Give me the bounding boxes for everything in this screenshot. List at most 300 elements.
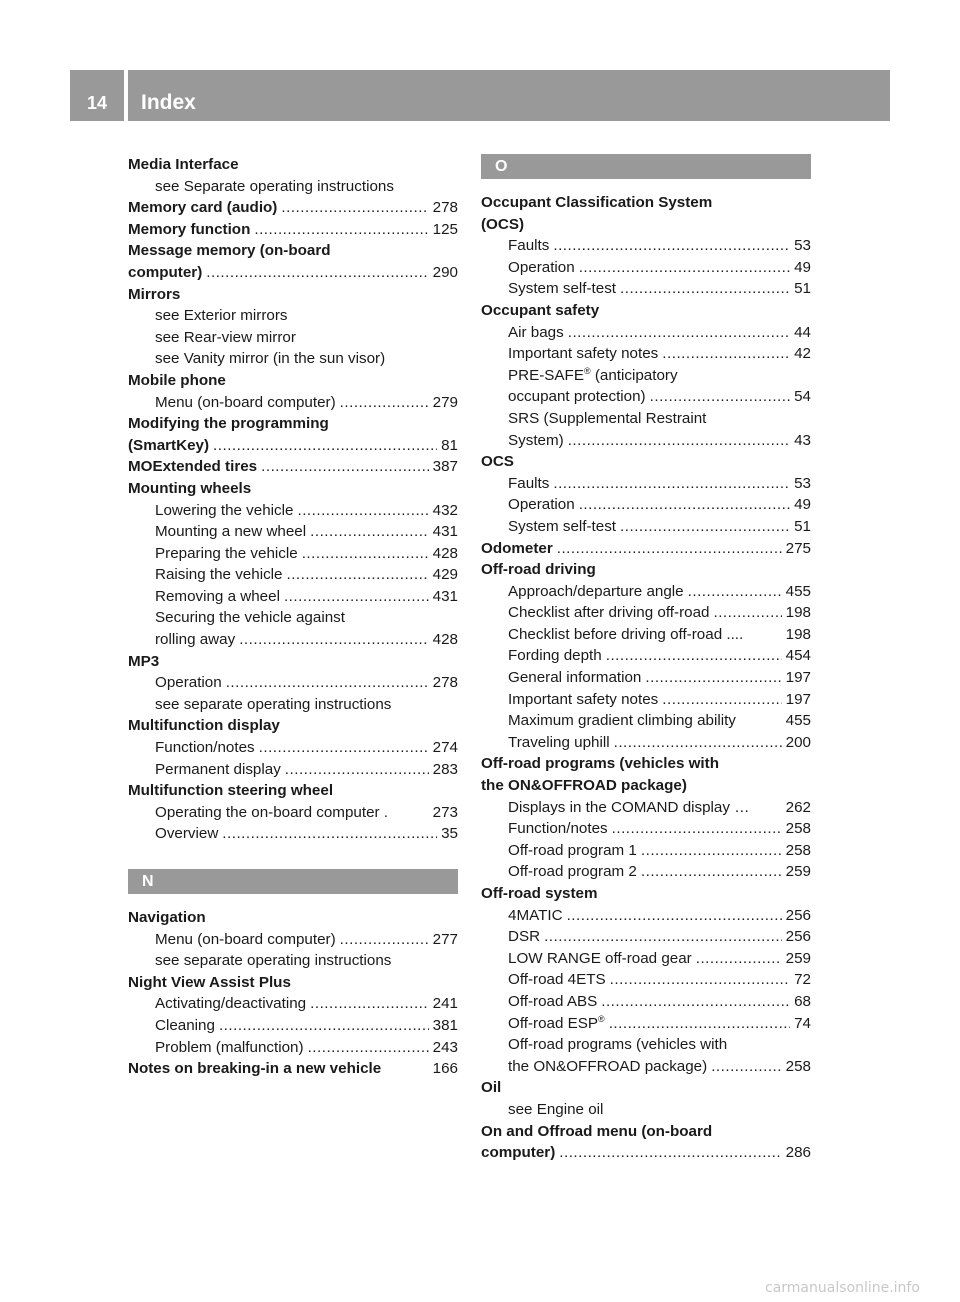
page-ref: 256 bbox=[785, 928, 811, 946]
leader-dots bbox=[753, 797, 781, 819]
index-subentry bbox=[481, 257, 811, 279]
index-entry bbox=[128, 972, 458, 994]
entry-text: Important safety notes bbox=[508, 690, 659, 708]
entry-text: Menu (on-board computer) bbox=[155, 393, 336, 411]
entry-text: DSR bbox=[508, 928, 541, 946]
page-ref: 381 bbox=[432, 1016, 458, 1034]
index-entry bbox=[481, 775, 811, 797]
index-entry bbox=[481, 1121, 811, 1143]
entry-text: Cleaning bbox=[155, 1016, 215, 1034]
leader-dots bbox=[620, 516, 790, 538]
index-subentry bbox=[481, 732, 811, 754]
entry-text: Off-road programs (vehicles with bbox=[508, 1036, 728, 1054]
page-ref: 290 bbox=[432, 263, 458, 281]
index-subentry bbox=[128, 543, 458, 565]
entry-text: Occupant safety bbox=[481, 301, 600, 319]
entry-text: Checklist before driving off-road .... bbox=[508, 625, 744, 643]
index-entry bbox=[481, 451, 811, 473]
leader-dots bbox=[239, 629, 428, 651]
page-ref: 53 bbox=[794, 237, 811, 255]
page-ref: 277 bbox=[432, 930, 458, 948]
entry-text: Media Interface bbox=[128, 156, 239, 173]
entry-text: occupant protection) bbox=[508, 388, 646, 406]
index-subentry bbox=[481, 1056, 811, 1078]
page-ref: 68 bbox=[794, 992, 811, 1010]
entry-text: Displays in the COMAND display … bbox=[508, 798, 750, 816]
leader-dots bbox=[662, 343, 790, 365]
index-subentry bbox=[128, 392, 458, 414]
leader-dots bbox=[163, 651, 454, 673]
entry-text: see separate operating instructions bbox=[155, 952, 392, 970]
index-subentry bbox=[481, 516, 811, 538]
section-letter-o: O bbox=[481, 154, 811, 179]
watermark: carmanualsonline.info bbox=[765, 1280, 920, 1296]
leader-dots bbox=[349, 607, 454, 629]
index-entry bbox=[481, 883, 811, 905]
index-subentry bbox=[128, 737, 458, 759]
entry-text: Memory card (audio) bbox=[128, 199, 278, 217]
entry-text: Off-road driving bbox=[481, 561, 596, 579]
page-ref: 51 bbox=[794, 280, 811, 298]
leader-dots bbox=[682, 365, 807, 387]
page-ref: 259 bbox=[785, 949, 811, 967]
entry-text: (SmartKey) bbox=[128, 436, 210, 454]
entry-text: Navigation bbox=[128, 909, 206, 926]
leader-dots bbox=[395, 694, 454, 716]
entry-text: Multifunction steering wheel bbox=[128, 782, 334, 800]
page-ref: 259 bbox=[785, 863, 811, 881]
page-ref: 432 bbox=[432, 501, 458, 519]
index-subentry bbox=[128, 694, 458, 716]
entry-text: PRE-SAFE® (anticipatory bbox=[508, 365, 678, 384]
index-entry bbox=[128, 197, 458, 219]
leader-dots bbox=[740, 710, 782, 732]
entry-text: Memory function bbox=[128, 220, 251, 238]
index-entry bbox=[481, 1077, 811, 1099]
entry-text: Mounting a new wheel bbox=[155, 523, 307, 541]
leader-dots bbox=[230, 370, 454, 392]
index-subentry bbox=[128, 1037, 458, 1059]
index-subentry bbox=[128, 802, 458, 824]
index-subentry bbox=[481, 494, 811, 516]
page-ref: 431 bbox=[432, 587, 458, 605]
index-subentry bbox=[481, 473, 811, 495]
page-ref: 241 bbox=[432, 995, 458, 1013]
page-ref: 455 bbox=[785, 712, 811, 730]
entry-text: Menu (on-board computer) bbox=[155, 930, 336, 948]
entry-text: Checklist after driving off-road bbox=[508, 604, 710, 622]
leader-dots bbox=[308, 1037, 429, 1059]
leader-dots bbox=[392, 802, 429, 824]
entry-text: Function/notes bbox=[155, 739, 255, 757]
leader-dots bbox=[544, 926, 782, 948]
leader-dots bbox=[553, 235, 790, 257]
index-subentry bbox=[481, 797, 811, 819]
index-subentry bbox=[481, 602, 811, 624]
entry-text: Notes on breaking-in a new vehicle bbox=[128, 1060, 382, 1078]
index-entry bbox=[481, 753, 811, 775]
leader-dots bbox=[184, 284, 454, 306]
index-subentry bbox=[481, 365, 811, 387]
leader-dots bbox=[747, 624, 781, 646]
leader-dots bbox=[713, 602, 781, 624]
leader-dots bbox=[398, 176, 454, 198]
index-entry bbox=[128, 370, 458, 392]
entry-text: System self-test bbox=[508, 280, 617, 298]
index-entry bbox=[128, 240, 458, 262]
entry-text: Mirrors bbox=[128, 285, 181, 303]
index-subentry bbox=[128, 950, 458, 972]
entry-text: System self-test bbox=[508, 517, 617, 535]
entry-text: MP3 bbox=[128, 652, 160, 670]
header-separator bbox=[124, 70, 128, 121]
leader-dots bbox=[716, 192, 807, 214]
index-entry bbox=[128, 435, 458, 457]
entry-text: SRS (Supplemental Restraint bbox=[508, 409, 707, 427]
leader-dots bbox=[295, 972, 454, 994]
leader-dots bbox=[518, 451, 807, 473]
index-entry bbox=[128, 154, 458, 176]
leader-dots bbox=[284, 715, 454, 737]
page-ref: 454 bbox=[785, 647, 811, 665]
leader-dots bbox=[340, 929, 429, 951]
entry-text: Mounting wheels bbox=[128, 479, 252, 497]
leader-dots bbox=[337, 780, 454, 802]
leader-dots bbox=[557, 538, 782, 560]
index-subentry bbox=[128, 500, 458, 522]
entry-text: see Separate operating instructions bbox=[155, 177, 394, 195]
page-ref: 431 bbox=[432, 523, 458, 541]
entry-text: Raising the vehicle bbox=[155, 566, 283, 584]
page-ref: 262 bbox=[785, 798, 811, 816]
leader-dots bbox=[310, 993, 429, 1015]
entry-text: Night View Assist Plus bbox=[128, 973, 291, 991]
page-ref: 74 bbox=[794, 1014, 811, 1032]
entry-text: Message memory (on-board bbox=[128, 242, 331, 260]
entry-text: Faults bbox=[508, 474, 550, 492]
entry-text: Important safety notes bbox=[508, 345, 659, 363]
index-subentry bbox=[128, 348, 458, 370]
page-ref: 455 bbox=[785, 582, 811, 600]
index-subentry bbox=[128, 305, 458, 327]
leader-dots bbox=[206, 262, 428, 284]
leader-dots bbox=[310, 521, 429, 543]
leader-dots bbox=[716, 1121, 807, 1143]
index-subentry bbox=[128, 929, 458, 951]
entry-text: Maximum gradient climbing ability bbox=[508, 712, 736, 730]
index-subentry bbox=[481, 861, 811, 883]
leader-dots bbox=[285, 759, 429, 781]
index-subentry bbox=[481, 322, 811, 344]
entry-text: Operating the on-board computer . bbox=[155, 803, 389, 821]
leader-dots bbox=[731, 1034, 807, 1056]
entry-text: see Rear-view mirror bbox=[155, 328, 296, 346]
page-ref: 428 bbox=[432, 544, 458, 562]
leader-dots bbox=[688, 581, 782, 603]
leader-dots bbox=[610, 969, 790, 991]
entry-text: Occupant Classification System bbox=[481, 194, 713, 211]
index-entry bbox=[128, 907, 458, 929]
entry-text: Removing a wheel bbox=[155, 587, 280, 605]
index-subentry bbox=[128, 586, 458, 608]
entry-text: Securing the vehicle against bbox=[155, 609, 345, 627]
leader-dots bbox=[609, 1013, 790, 1035]
leader-dots bbox=[261, 456, 429, 478]
page-ref: 258 bbox=[785, 841, 811, 859]
index-subentry bbox=[481, 905, 811, 927]
entry-text: MOExtended tires bbox=[128, 458, 258, 476]
entry-text: Traveling uphill bbox=[508, 733, 610, 751]
leader-dots bbox=[300, 327, 454, 349]
page-ref: 44 bbox=[794, 323, 811, 341]
leader-dots bbox=[286, 564, 428, 586]
entry-text: see Vanity mirror (in the sun visor) bbox=[155, 350, 386, 368]
entry-text: computer) bbox=[481, 1144, 556, 1162]
leader-dots bbox=[601, 883, 807, 905]
index-subentry bbox=[128, 521, 458, 543]
entry-text: Overview bbox=[155, 825, 219, 843]
index-subentry bbox=[481, 818, 811, 840]
index-entry bbox=[128, 456, 458, 478]
entry-text: 4MATIC bbox=[508, 906, 563, 924]
entry-text: OCS bbox=[481, 453, 514, 471]
entry-text: Fording depth bbox=[508, 647, 602, 665]
leader-dots bbox=[691, 775, 807, 797]
index-entry bbox=[481, 300, 811, 322]
index-subentry bbox=[481, 1034, 811, 1056]
index-subentry bbox=[481, 969, 811, 991]
index-subentry bbox=[481, 948, 811, 970]
index-subentry bbox=[481, 991, 811, 1013]
page-ref: 197 bbox=[785, 669, 811, 687]
index-subentry bbox=[481, 926, 811, 948]
entry-text: Oil bbox=[481, 1079, 502, 1097]
index-subentry bbox=[481, 408, 811, 430]
leader-dots bbox=[603, 300, 807, 322]
leader-dots bbox=[601, 991, 790, 1013]
entry-text: rolling away bbox=[155, 631, 236, 649]
entry-text: (OCS) bbox=[481, 215, 525, 233]
leader-dots bbox=[281, 197, 428, 219]
index-entry bbox=[128, 715, 458, 737]
page-ref: 54 bbox=[794, 388, 811, 406]
leader-dots bbox=[302, 543, 429, 565]
leader-dots bbox=[723, 753, 807, 775]
index-entry bbox=[128, 1058, 458, 1080]
page-ref: 387 bbox=[432, 458, 458, 476]
page-number: 14 bbox=[86, 93, 108, 113]
page-ref: 278 bbox=[432, 674, 458, 692]
leader-dots bbox=[614, 732, 782, 754]
entry-text: Modifying the programming bbox=[128, 415, 329, 433]
entry-text: the ON&OFFROAD package) bbox=[508, 1057, 708, 1075]
page-ref: 49 bbox=[794, 496, 811, 514]
leader-dots bbox=[254, 219, 428, 241]
index-subentry bbox=[481, 710, 811, 732]
entry-list-o bbox=[481, 192, 811, 1164]
index-entry bbox=[128, 262, 458, 284]
leader-dots bbox=[284, 586, 429, 608]
leader-dots bbox=[255, 478, 454, 500]
entry-text: Operation bbox=[508, 258, 575, 276]
page-ref: 166 bbox=[432, 1060, 458, 1078]
leader-dots bbox=[297, 500, 428, 522]
leader-dots bbox=[243, 154, 454, 176]
page-title: Index bbox=[141, 91, 196, 114]
leader-dots bbox=[340, 392, 429, 414]
leader-dots bbox=[553, 473, 790, 495]
entry-text: Permanent display bbox=[155, 760, 281, 778]
entry-text: computer) bbox=[128, 263, 203, 281]
leader-dots bbox=[226, 672, 429, 694]
leader-dots bbox=[711, 1056, 781, 1078]
page-ref: 429 bbox=[432, 566, 458, 584]
leader-dots bbox=[559, 1142, 781, 1164]
leader-dots bbox=[210, 907, 454, 929]
entry-text: Off-road ABS bbox=[508, 992, 598, 1010]
page-ref: 273 bbox=[432, 803, 458, 821]
page-ref: 278 bbox=[432, 199, 458, 217]
page-ref: 53 bbox=[794, 474, 811, 492]
entry-text: see Engine oil bbox=[508, 1100, 604, 1118]
entry-text: Lowering the vehicle bbox=[155, 501, 294, 519]
index-subentry bbox=[128, 176, 458, 198]
index-entry bbox=[128, 284, 458, 306]
entry-text: Approach/departure angle bbox=[508, 582, 684, 600]
leader-dots bbox=[222, 823, 437, 845]
entry-list-n bbox=[128, 907, 458, 1080]
leader-dots bbox=[528, 214, 807, 236]
index-subentry bbox=[128, 629, 458, 651]
index-entry bbox=[128, 651, 458, 673]
leader-dots bbox=[568, 430, 790, 452]
index-entry bbox=[128, 219, 458, 241]
leader-dots bbox=[579, 257, 790, 279]
entry-text: Preparing the vehicle bbox=[155, 544, 298, 562]
index-subentry bbox=[481, 1099, 811, 1121]
index-entry bbox=[481, 559, 811, 581]
leader-dots bbox=[620, 278, 790, 300]
index-subentry bbox=[481, 689, 811, 711]
leader-dots bbox=[641, 840, 782, 862]
leader-dots bbox=[292, 305, 455, 327]
index-subentry bbox=[128, 672, 458, 694]
index-entry bbox=[128, 780, 458, 802]
index-subentry bbox=[481, 840, 811, 862]
page-ref: 42 bbox=[794, 345, 811, 363]
entry-text: Off-road ESP® bbox=[508, 1013, 605, 1032]
page-ref: 81 bbox=[441, 436, 458, 454]
page-ref: 256 bbox=[785, 906, 811, 924]
entry-text: see separate operating instructions bbox=[155, 695, 392, 713]
index-subentry bbox=[481, 667, 811, 689]
leader-dots bbox=[645, 667, 781, 689]
entry-text: Air bags bbox=[508, 323, 564, 341]
page-ref: 283 bbox=[432, 760, 458, 778]
leader-dots bbox=[333, 413, 454, 435]
section-letter-n: N bbox=[128, 869, 458, 894]
page-ref: 200 bbox=[785, 733, 811, 751]
page-ref: 243 bbox=[432, 1038, 458, 1056]
index-entry bbox=[481, 1142, 811, 1164]
page-ref: 279 bbox=[432, 393, 458, 411]
index-column-right bbox=[481, 154, 811, 1164]
entry-text: Mobile phone bbox=[128, 371, 226, 389]
entry-text: Off-road programs (vehicles with bbox=[481, 755, 719, 773]
entry-text: Operation bbox=[508, 496, 575, 514]
entry-text: On and Offroad menu (on-board bbox=[481, 1122, 713, 1140]
leader-dots bbox=[389, 348, 454, 370]
page-ref: 51 bbox=[794, 517, 811, 535]
entry-text: Multifunction display bbox=[128, 717, 280, 735]
leader-dots bbox=[710, 408, 807, 430]
index-subentry bbox=[481, 1013, 811, 1035]
page-ref: 197 bbox=[785, 690, 811, 708]
leader-dots bbox=[219, 1015, 429, 1037]
entry-text: Faults bbox=[508, 237, 550, 255]
page-ref: 198 bbox=[785, 604, 811, 622]
entry-text: Function/notes bbox=[508, 820, 608, 838]
index-subentry bbox=[481, 581, 811, 603]
entry-text: Off-road 4ETS bbox=[508, 971, 606, 989]
leader-dots bbox=[641, 861, 782, 883]
index-subentry bbox=[128, 607, 458, 629]
leader-dots bbox=[505, 1077, 807, 1099]
index-subentry bbox=[128, 564, 458, 586]
leader-dots bbox=[612, 818, 782, 840]
page-ref: 198 bbox=[785, 625, 811, 643]
entry-text: LOW RANGE off-road gear bbox=[508, 949, 692, 967]
index-column-left bbox=[128, 154, 458, 1080]
entry-text: Operation bbox=[155, 674, 222, 692]
leader-dots bbox=[696, 948, 782, 970]
leader-dots bbox=[567, 905, 782, 927]
entry-text: Off-road program 2 bbox=[508, 863, 637, 881]
index-entry bbox=[128, 413, 458, 435]
entry-text: the ON&OFFROAD package) bbox=[481, 777, 687, 795]
leader-dots bbox=[662, 689, 781, 711]
leader-dots bbox=[259, 737, 429, 759]
leader-dots bbox=[335, 240, 454, 262]
index-subentry bbox=[481, 343, 811, 365]
page-ref: 49 bbox=[794, 258, 811, 276]
page-ref: 274 bbox=[432, 739, 458, 757]
index-subentry bbox=[128, 759, 458, 781]
leader-dots bbox=[579, 494, 790, 516]
page-ref: 258 bbox=[785, 1057, 811, 1075]
index-subentry bbox=[481, 278, 811, 300]
page-ref: 125 bbox=[432, 220, 458, 238]
leader-dots bbox=[568, 322, 790, 344]
entry-text: General information bbox=[508, 669, 642, 687]
index-subentry bbox=[481, 235, 811, 257]
page-ref: 275 bbox=[785, 539, 811, 557]
leader-dots bbox=[607, 1099, 807, 1121]
page-ref: 258 bbox=[785, 820, 811, 838]
entry-text: Activating/deactivating bbox=[155, 995, 307, 1013]
page-ref: 35 bbox=[441, 825, 458, 843]
leader-dots bbox=[600, 559, 807, 581]
index-subentry bbox=[481, 430, 811, 452]
leader-dots bbox=[606, 645, 782, 667]
index-subentry bbox=[128, 1015, 458, 1037]
index-entry bbox=[481, 214, 811, 236]
index-subentry bbox=[481, 645, 811, 667]
entry-text: Off-road system bbox=[481, 885, 598, 902]
index-subentry bbox=[128, 327, 458, 349]
page-ref: 43 bbox=[794, 431, 811, 449]
index-subentry bbox=[128, 823, 458, 845]
